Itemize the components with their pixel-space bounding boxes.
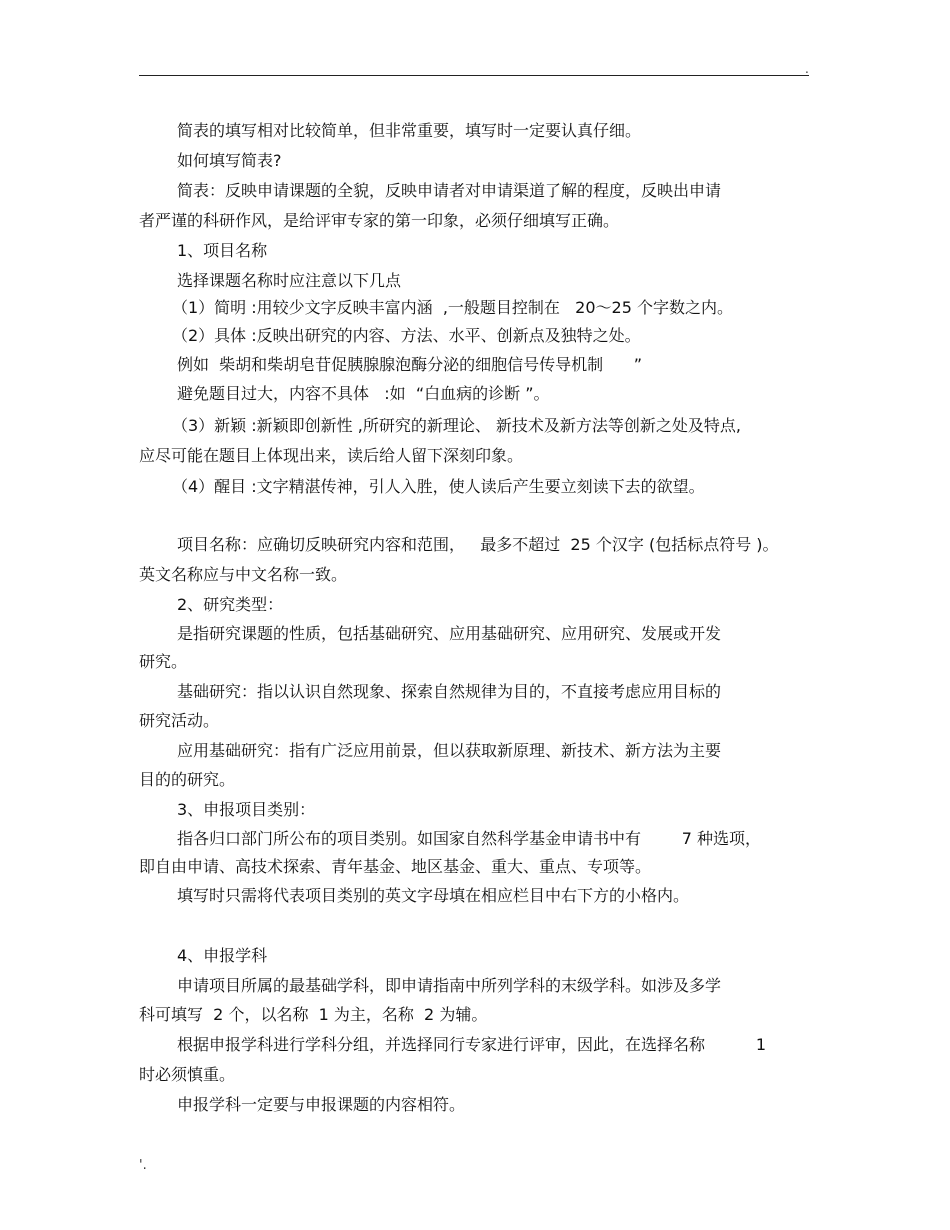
- paragraph-line: 研究活动。: [139, 711, 220, 730]
- footer-dot: '.: [139, 1158, 147, 1173]
- section-heading: 1、项目名称: [177, 241, 268, 260]
- paragraph-line: 简表的填写相对比较简单，但非常重要，填写时一定要认真仔细。: [177, 121, 642, 140]
- list-item: （4）醒目 :文字精湛传神，引人入胜，使人读后产生要立刻读下去的欲望。: [172, 477, 705, 496]
- paragraph-line: 申报学科一定要与申报课题的内容相符。: [177, 1095, 466, 1114]
- paragraph-line: 申请项目所属的最基础学科，即申请指南中所列学科的末级学科。如涉及多学: [177, 976, 722, 995]
- paragraph-line: 时必须慎重。: [139, 1065, 236, 1084]
- paragraph-line: 选择课题名称时应注意以下几点: [177, 271, 402, 290]
- list-item: （1）简明 :用较少文字反映丰富内涵 ,一般题目控制在 20～25 个字数之内。: [172, 298, 733, 317]
- paragraph-line: 目的的研究。: [139, 770, 236, 789]
- paragraph-line: 研究。: [139, 652, 188, 671]
- section-heading: 3、申报项目类别：: [177, 800, 316, 819]
- paragraph-line: 基础研究：指以认识自然现象、探索自然规律为目的，不直接考虑应用目标的: [177, 682, 722, 701]
- paragraph-line: 科可填写 2 个，以名称 1 为主，名称 2 为辅。: [139, 1005, 488, 1024]
- paragraph-line: 应用基础研究：指有广泛应用前景，但以获取新原理、新技术、新方法为主要: [177, 741, 722, 760]
- paragraph-line: 应尽可能在题目上体现出来，读后给人留下深刻印象。: [139, 446, 524, 465]
- list-item: （3）新颖 :新颖即创新性 ,所研究的新理论、 新技术及新方法等创新之处及特点,: [172, 416, 742, 435]
- paragraph-line: 指各归口部门所公布的项目类别。如国家自然科学基金申请书中有 7 种选项，: [177, 829, 761, 848]
- list-item: （2）具体 :反映出研究的内容、方法、水平、创新点及独特之处。: [172, 326, 641, 345]
- header-rule: [139, 75, 809, 76]
- section-heading: 2、研究类型：: [177, 595, 284, 614]
- paragraph-line: 如何填写简表?: [177, 151, 282, 170]
- paragraph-line: 避免题目过大，内容不具体 :如 “白血病的诊断 ”。: [177, 384, 550, 403]
- section-heading: 4、申报学科: [177, 946, 268, 965]
- paragraph-line: 简表：反映申请课题的全貌，反映申请者对申请渠道了解的程度，反映出申请: [177, 181, 722, 200]
- paragraph-line: 例如 柴胡和柴胡皂苷促胰腺腺泡酶分泌的细胞信号传导机制 ”: [177, 355, 642, 374]
- paragraph-line: 英文名称应与中文名称一致。: [139, 565, 348, 584]
- paragraph-line: 是指研究课题的性质，包括基础研究、应用基础研究、应用研究、发展或开发: [177, 624, 722, 643]
- paragraph-line: 项目名称：应确切反映研究内容和范围， 最多不超过 25 个汉字 (包括标点符号 )。: [177, 535, 779, 554]
- paragraph-line: 填写时只需将代表项目类别的英文字母填在相应栏目中右下方的小格内。: [177, 886, 690, 905]
- paragraph-line: 根据申报学科进行学科分组，并选择同行专家进行评审，因此，在选择名称 1: [177, 1035, 767, 1054]
- header-dot: .: [805, 62, 809, 76]
- paragraph-line: 者严谨的科研作风，是给评审专家的第一印象，必须仔细填写正确。: [139, 211, 620, 230]
- paragraph-line: 即自由申请、高技术探索、青年基金、地区基金、重大、重点、专项等。: [139, 857, 652, 876]
